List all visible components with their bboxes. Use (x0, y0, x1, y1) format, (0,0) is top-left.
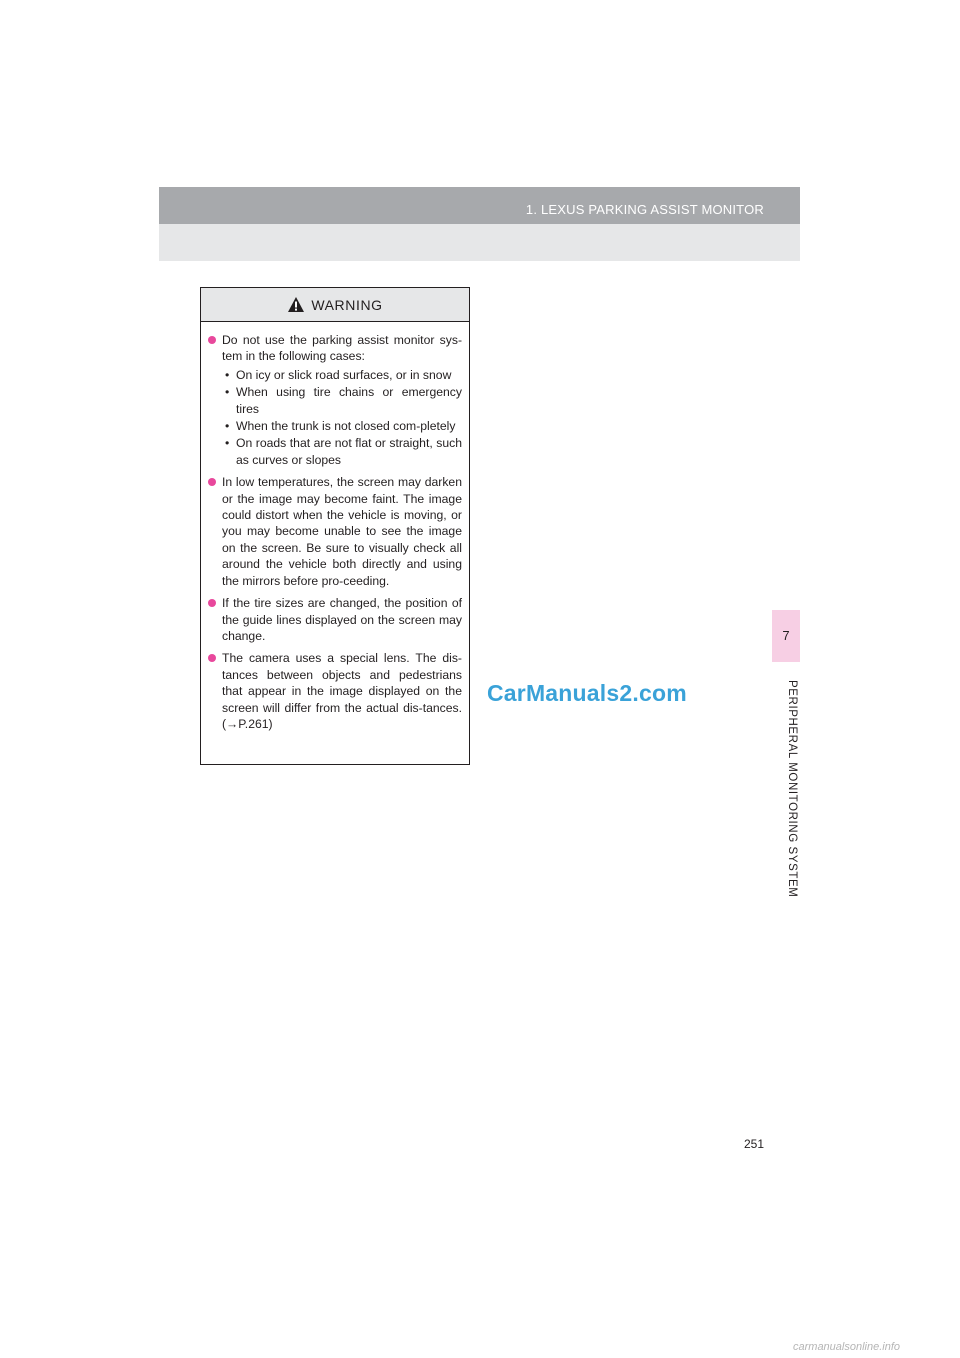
warning-item-text: The camera uses a special lens. The dis-tances between objects and pedestrians that appear in the image displayed on the screen will differ from the actual dis-tances. (→P.261) (222, 651, 462, 731)
chapter-title: PERIPHERAL MONITORING SYSTEM (786, 680, 798, 898)
sub-list-item-text: On icy or slick road surfaces, or in snow (236, 367, 452, 382)
bullet-dot-icon (208, 654, 216, 662)
bullet-dot-icon (208, 336, 216, 344)
warning-item (208, 595, 462, 644)
page-number: 251 (744, 1137, 765, 1151)
chapter-number: 7 (782, 628, 790, 643)
chapter-tab (772, 610, 800, 662)
bullet-dot-icon (208, 599, 216, 607)
sub-list-item (222, 435, 462, 468)
warning-item-text: Do not use the parking assist monitor sys-tem in the following cases: (222, 333, 462, 364)
warning-triangle-icon (287, 296, 305, 313)
sub-bullet-icon: • (225, 419, 230, 434)
warning-item-text: In low temperatures, the screen may darken or the image may become faint. The image could distort when the vehicle is moving, or you may become unable to see the image on the screen. Be sure to visually check all around the vehicle both directly and using the mirrors before pro-ceeding. (222, 475, 462, 588)
header-band (159, 187, 800, 224)
section-title: 1. LEXUS PARKING ASSIST MONITOR (525, 202, 764, 217)
sub-list-item-text: When the trunk is not closed com-pletely (236, 419, 456, 434)
sub-list-item (222, 384, 462, 417)
sub-list-item-text: When using tire chains or emergency tires (236, 385, 462, 416)
warning-item (208, 474, 462, 589)
warning-item-text: If the tire sizes are changed, the position of the guide lines displayed on the screen may change. (222, 596, 462, 643)
sub-list-item (222, 418, 462, 434)
sub-bullet-icon: • (225, 436, 230, 451)
bullet-dot-icon (208, 478, 216, 486)
warning-item (208, 332, 462, 468)
warning-body (201, 322, 469, 732)
sub-list (222, 367, 462, 468)
site-watermark: CarManuals2.com (487, 680, 687, 706)
sub-bullet-icon: • (225, 385, 230, 400)
header-subband (159, 224, 800, 261)
sub-list-item-text: On roads that are not flat or straight, such as curves or slopes (236, 436, 462, 467)
warning-box (200, 287, 470, 765)
footer-watermark: carmanualsonline.info (793, 1341, 901, 1353)
warning-label: WARNING (311, 296, 383, 313)
warning-item (208, 650, 462, 732)
sub-list-item (222, 367, 462, 383)
warning-header (201, 288, 469, 322)
sub-bullet-icon: • (225, 367, 230, 382)
